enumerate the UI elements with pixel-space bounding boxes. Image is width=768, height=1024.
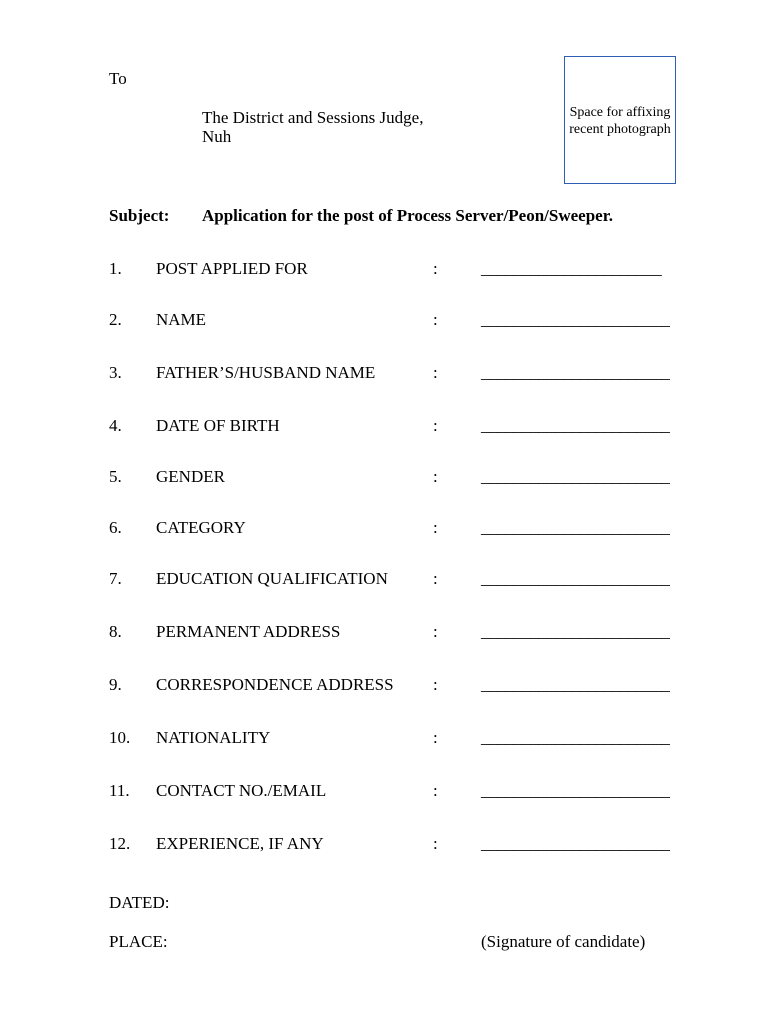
field-number: 9. (109, 675, 122, 694)
form-field-permanent-address (0, 622, 768, 644)
field-label: PERMANENT ADDRESS (156, 622, 341, 641)
field-colon: : (433, 363, 438, 382)
form-field-date-of-birth (0, 416, 768, 438)
field-label: CATEGORY (156, 518, 246, 537)
field-label: CONTACT NO./EMAIL (156, 781, 327, 800)
field-colon: : (433, 781, 438, 800)
field-blank-line[interactable]: _______________________ (481, 728, 670, 747)
form-field-gender (0, 467, 768, 489)
field-colon: : (433, 259, 438, 278)
field-number: 5. (109, 467, 122, 486)
addressee-line-1: The District and Sessions Judge, (202, 108, 424, 127)
signature-label: (Signature of candidate) (481, 932, 646, 951)
field-number: 12. (109, 834, 131, 853)
field-number: 6. (109, 518, 122, 537)
field-number: 7. (109, 569, 122, 588)
field-blank-line[interactable]: _______________________ (481, 310, 670, 329)
field-blank-line[interactable]: _______________________ (481, 781, 670, 800)
form-field-experience (0, 834, 768, 856)
form-field-post-applied-for (0, 259, 768, 281)
form-field-name (0, 310, 768, 332)
field-blank-line[interactable]: ______________________ (481, 259, 662, 278)
field-label: CORRESPONDENCE ADDRESS (156, 675, 394, 694)
field-number: 10. (109, 728, 131, 747)
form-field-category (0, 518, 768, 540)
field-colon: : (433, 518, 438, 537)
photograph-box-text (565, 104, 675, 138)
addressee-line-2: Nuh (202, 127, 232, 146)
field-number: 3. (109, 363, 122, 382)
field-number: 1. (109, 259, 122, 278)
field-label: GENDER (156, 467, 225, 486)
field-number: 11. (109, 781, 130, 800)
field-blank-line[interactable]: _______________________ (481, 467, 670, 486)
subject-text: Application for the post of Process Server/Peon/Sweeper. (202, 206, 613, 225)
photograph-box-line-2: recent photograph (569, 122, 671, 137)
field-colon: : (433, 310, 438, 329)
field-blank-line[interactable]: _______________________ (481, 675, 670, 694)
field-colon: : (433, 675, 438, 694)
field-label: NATIONALITY (156, 728, 271, 747)
form-field-contact-email (0, 781, 768, 803)
field-label: EXPERIENCE, IF ANY (156, 834, 324, 853)
field-label: FATHER’S/HUSBAND NAME (156, 363, 376, 382)
subject-label: Subject: (109, 206, 170, 225)
field-blank-line[interactable]: _______________________ (481, 622, 670, 641)
form-field-nationality (0, 728, 768, 750)
field-blank-line[interactable]: _______________________ (481, 363, 670, 382)
form-field-correspondence-address (0, 675, 768, 697)
field-colon: : (433, 622, 438, 641)
dated-label: DATED: (109, 893, 170, 912)
field-number: 8. (109, 622, 122, 641)
field-number: 2. (109, 310, 122, 329)
field-blank-line[interactable]: _______________________ (481, 834, 670, 853)
field-label: POST APPLIED FOR (156, 259, 308, 278)
field-number: 4. (109, 416, 122, 435)
field-blank-line[interactable]: _______________________ (481, 416, 670, 435)
field-colon: : (433, 467, 438, 486)
field-blank-line[interactable]: _______________________ (481, 569, 670, 588)
field-label: EDUCATION QUALIFICATION (156, 569, 388, 588)
field-label: NAME (156, 310, 207, 329)
field-colon: : (433, 728, 438, 747)
field-colon: : (433, 834, 438, 853)
field-colon: : (433, 569, 438, 588)
photograph-box (564, 56, 676, 184)
form-field-education-qualification (0, 569, 768, 591)
field-colon: : (433, 416, 438, 435)
to-label: To (109, 69, 127, 88)
field-blank-line[interactable]: _______________________ (481, 518, 670, 537)
place-label: PLACE: (109, 932, 168, 951)
field-label: DATE OF BIRTH (156, 416, 280, 435)
form-field-father-husband-name (0, 363, 768, 385)
photograph-box-line-1: Space for affixing (569, 105, 671, 120)
